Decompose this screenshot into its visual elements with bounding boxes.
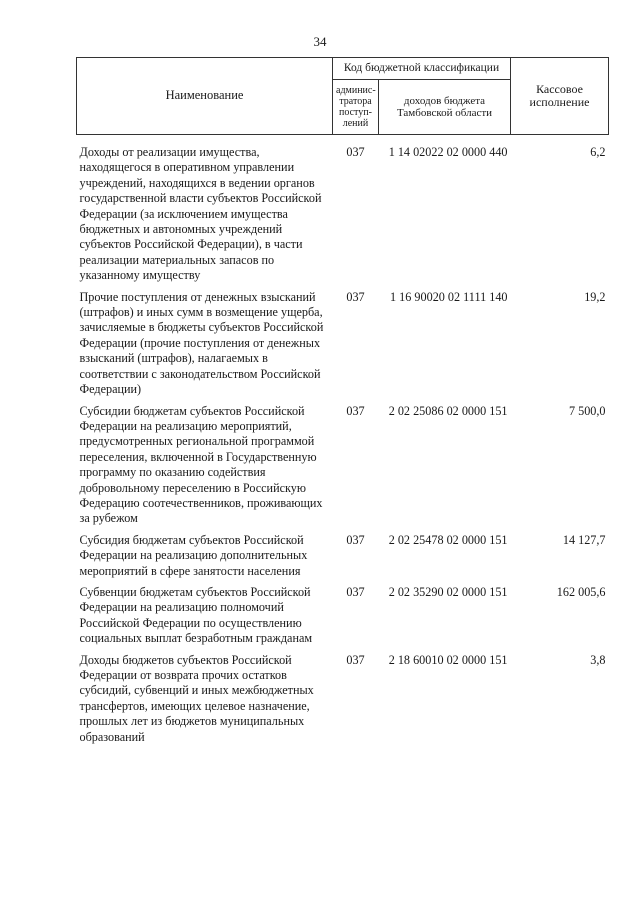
row-admin-code: 037 (346, 289, 365, 304)
row-name: Прочие поступления от денежных взысканий (штрафов) и иных сумм в возмещение ущерба, зачисляемые в бюджеты субъектов Российской Федерации (прочие поступления от денежных взысканий (штрафов), налагаемых в соответствии с законодательством Российской Федерации) (79, 289, 324, 397)
row-name: Субвенции бюджетам субъектов Российской Федерации на реализацию полномочий Российской Федерации по осуществлению социальных выплат безработным гражданам (79, 584, 313, 646)
row-income-code: 2 02 35290 02 0000 151 (388, 584, 508, 599)
row-amount: 6,2 (590, 145, 606, 159)
row-amount: 19,2 (584, 289, 606, 304)
row-admin-code: 037 (346, 652, 365, 667)
header-name: Наименование (77, 58, 333, 135)
row-income-code: 2 02 25478 02 0000 151 (388, 532, 508, 547)
row-income-code: 1 14 02022 02 0000 440 (388, 145, 508, 159)
row-admin-code: 037 (346, 403, 365, 418)
row-income-code: 2 02 25086 02 0000 151 (388, 403, 508, 418)
table-row (77, 135, 609, 290)
table-row (77, 585, 609, 653)
page-number: 34 (313, 34, 327, 49)
row-amount: 14 127,7 (562, 532, 606, 547)
row-amount: 162 005,6 (556, 584, 606, 599)
table-row (77, 290, 609, 404)
table-row (77, 653, 609, 751)
row-admin-code: 037 (346, 584, 365, 599)
table-row (77, 533, 609, 585)
row-name: Доходы бюджетов субъектов Российской Федерации от возврата прочих остатков субсидий, субвенций и иных межбюджетных трансфертов, имеющих целевое назначение, прошлых лет из бюджетов муниципальных образований (79, 652, 314, 744)
row-name: Субсидии бюджетам субъектов Российской Федерации на реализацию мероприятий, предусмотренных региональной программой переселения, включенной в Государственную программу по оказанию содействия добровольному переселению в Российскую Федерацию соотечественников, проживающих за рубежом (79, 403, 323, 526)
table-row (77, 404, 609, 533)
header-code-group: Код бюджетной классификации (333, 58, 511, 80)
header-income-code: доходов бюджета Тамбовской области (379, 80, 511, 135)
row-amount: 7 500,0 (568, 403, 606, 418)
row-admin-code: 037 (346, 145, 365, 159)
row-amount: 3,8 (590, 652, 606, 667)
budget-income-table (76, 57, 609, 751)
header-cash-execution: Кассовое исполнение (511, 58, 609, 135)
header-administrator: админис-тратора поступ-лений (333, 80, 379, 135)
row-admin-code: 037 (346, 532, 365, 547)
row-income-code: 2 18 60010 02 0000 151 (388, 652, 508, 667)
row-income-code: 1 16 90020 02 1111 140 (390, 289, 508, 304)
row-name: Субсидия бюджетам субъектов Российской Федерации на реализацию дополнительных мероприятий в сфере занятости населения (79, 532, 308, 578)
row-name: Доходы от реализации имущества, находящегося в оперативном управлении учреждений, находящихся в ведении органов государственной власти субъектов Российской Федерации (за исключением имущества бюджетных и автономных учреждений субъектов Российской Федерации), в части реализации материальных запасов по указанному имуществу (79, 145, 322, 283)
